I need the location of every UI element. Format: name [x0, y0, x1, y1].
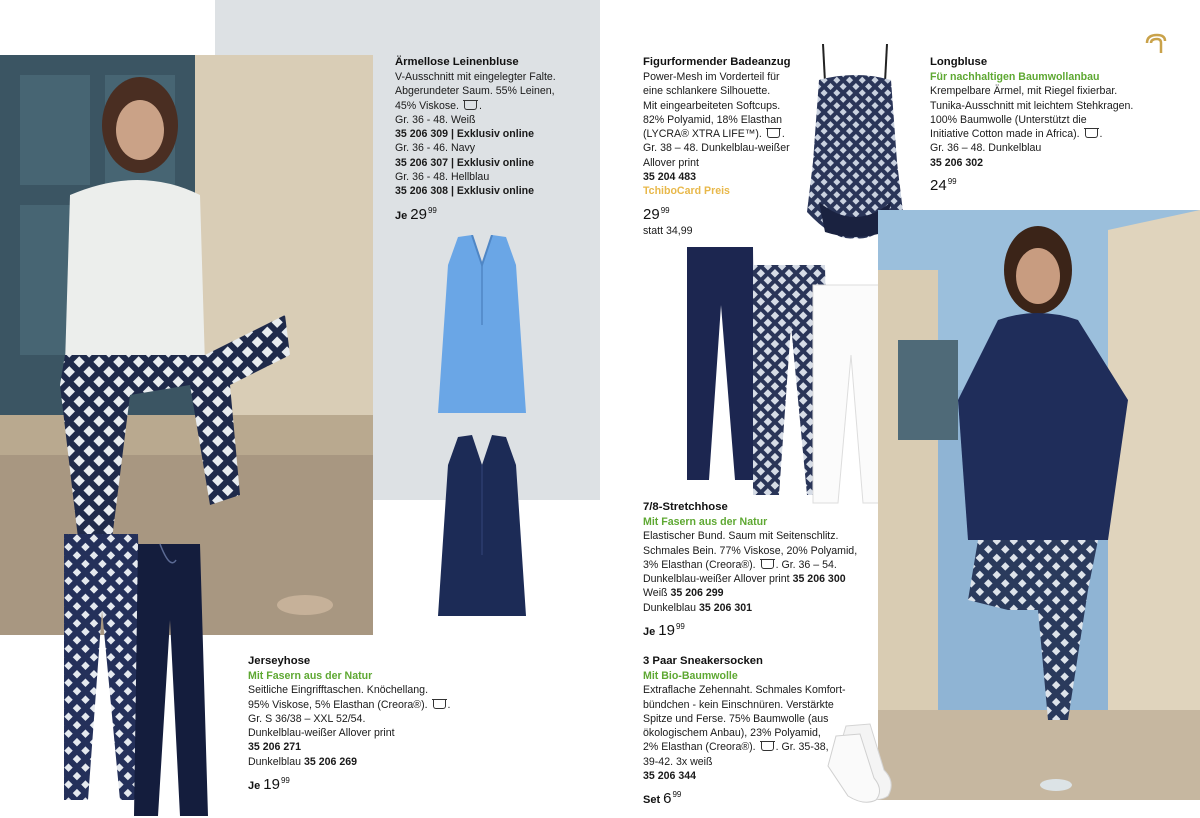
- article-code: 35 206 302: [930, 156, 984, 169]
- price-main: 6: [663, 790, 672, 808]
- variant-code: 35 206 301: [698, 601, 752, 614]
- description-line: Gr. 38 – 48. Dunkelblau-weißer: [643, 142, 790, 155]
- description-line: Power-Mesh im Vorderteil für: [643, 71, 780, 83]
- description-line: (LYCRA® XTRA LIFE™). .: [643, 128, 785, 141]
- variant-label: Dunkelblau: [248, 755, 302, 768]
- description-line: [643, 558, 873, 572]
- description-line: Allover print: [643, 156, 699, 169]
- size-text: . Gr. 35-38,: [775, 741, 829, 754]
- variant-line: [643, 601, 873, 615]
- variant-size: Gr. 36 - 46. Navy: [395, 142, 476, 155]
- price-prefix: Je: [395, 209, 408, 222]
- wash-care-icon: [761, 560, 774, 569]
- product-jerseyhose: [248, 654, 463, 795]
- socks-image: [826, 720, 908, 806]
- jersey-trousers-image: [60, 530, 230, 818]
- description-line: Schmales Bein. 77% Viskose, 20% Polyamid,: [643, 544, 858, 557]
- variant-line: [643, 586, 873, 600]
- price-prefix: Je: [248, 780, 261, 793]
- variant-code: 35 206 299: [670, 587, 724, 600]
- stretch-trousers-image: [683, 245, 889, 507]
- price: [395, 202, 595, 225]
- wash-care-icon: [761, 742, 774, 751]
- variant-code: 35 206 300: [792, 573, 846, 586]
- product-leinenbluse: [395, 55, 595, 225]
- product-title: Longbluse: [930, 56, 988, 68]
- description-line: 39-42. 3x weiß: [643, 755, 713, 768]
- variant-size: Gr. 36 - 48. Weiß: [395, 113, 476, 126]
- variant-label: Weiß: [643, 587, 668, 600]
- description-line: eine schlankere Silhouette.: [643, 85, 771, 98]
- price-prefix: Je: [643, 626, 656, 639]
- article-code: 35 206 344: [643, 770, 697, 783]
- model-photo-right: [878, 210, 1200, 800]
- article-code: 35 206 271: [248, 741, 302, 754]
- price-prefix: Set: [643, 794, 661, 807]
- product-title: Ärmellose Leinenbluse: [395, 56, 519, 68]
- description-line: 100% Baumwolle (Unterstützt die: [930, 113, 1087, 126]
- product-title: 3 Paar Sneakersocken: [643, 655, 763, 667]
- wash-care-icon: [433, 700, 446, 709]
- fabric-text: 95% Viskose, 5% Elasthan (Creora®).: [248, 698, 428, 711]
- price-cents: 99: [660, 205, 670, 215]
- price-main: 19: [658, 622, 675, 640]
- description-line: Spitze und Ferse. 75% Baumwolle (aus: [643, 712, 829, 725]
- description-line: ökologischem Anbau), 23% Polyamid,: [643, 727, 821, 740]
- blouse-navy-image: [436, 435, 528, 618]
- size-text: . Gr. 36 – 54.: [775, 558, 837, 571]
- fabric-text: 3% Elasthan (Creora®).: [643, 558, 756, 571]
- description-line: Elastischer Bund. Saum mit Seitenschlitz.: [643, 530, 839, 543]
- product-stretchhose: [643, 500, 873, 641]
- description-line: Krempelbare Ärmel, mit Riegel fixierbar.: [930, 85, 1118, 98]
- wash-care-icon: [1085, 129, 1098, 138]
- tchibocard-badge: TchiboCard Preis: [643, 185, 730, 198]
- article-code: 35 204 483: [643, 171, 697, 184]
- description-line: Gr. 36 – 48. Dunkelblau: [930, 142, 1042, 155]
- price-main: 19: [263, 776, 280, 794]
- price-cents: 99: [427, 205, 437, 215]
- product-title: Figurformender Badeanzug: [643, 56, 791, 68]
- description-line: 45% Viskose. .: [395, 99, 482, 112]
- variant-code: 35 206 309 | Exklusiv online: [395, 128, 534, 141]
- description-line: 95% Viskose, 5% Elasthan (Creora®). .: [248, 698, 451, 711]
- description-line: Abgerundeter Saum. 55% Leinen,: [395, 85, 555, 98]
- variant-code: 35 206 308 | Exklusiv online: [395, 185, 534, 198]
- product-subtitle: Mit Bio-Baumwolle: [643, 670, 738, 682]
- description-line: Gr. S 36/38 – XXL 52/54.: [248, 712, 366, 725]
- price: [643, 202, 803, 224]
- tchibo-logo-icon: [1143, 33, 1169, 57]
- fabric-text: (LYCRA® XTRA LIFE™).: [643, 128, 762, 141]
- blouse-lightblue-image: [436, 235, 528, 415]
- product-badeanzug: [643, 55, 803, 238]
- product-subtitle: Mit Fasern aus der Natur: [643, 516, 768, 528]
- product-title: Jerseyhose: [248, 655, 311, 667]
- fabric-text: 2% Elasthan (Creora®).: [643, 741, 756, 754]
- price-main: 24: [930, 177, 947, 195]
- old-price: statt 34,99: [643, 224, 693, 237]
- description-line: Initiative Cotton made in Africa). .: [930, 128, 1103, 141]
- variant-size: Gr. 36 - 48. Hellblau: [395, 171, 490, 184]
- description-line: Dunkelblau-weißer Allover print: [248, 727, 395, 740]
- product-longbluse: [930, 55, 1170, 195]
- variant-label: Dunkelblau: [643, 601, 697, 614]
- description-line: Mit eingearbeiteten Softcups.: [643, 99, 781, 112]
- price: [248, 772, 463, 795]
- price-cents: 99: [672, 790, 682, 800]
- variant-line: [248, 755, 463, 769]
- product-subtitle: Für nachhaltigen Baumwollanbau: [930, 71, 1100, 83]
- description-line: Tunika-Ausschnitt mit leichtem Stehkragen.: [930, 99, 1134, 112]
- price: [930, 173, 1170, 195]
- fabric-text: Initiative Cotton made in Africa).: [930, 128, 1080, 141]
- price-main: 29: [643, 205, 660, 223]
- product-subtitle: Mit Fasern aus der Natur: [248, 670, 373, 682]
- description-line: 82% Polyamid, 18% Elasthan: [643, 113, 782, 126]
- price: [643, 618, 873, 641]
- description-line: V-Ausschnitt mit eingelegter Falte.: [395, 71, 556, 83]
- price-cents: 99: [675, 622, 685, 632]
- variant-code: 35 206 269: [303, 755, 357, 768]
- description-line: Seitliche Eingrifftaschen. Knöchellang.: [248, 684, 429, 697]
- description-line: Extraflache Zehennaht. Schmales Komfort-: [643, 684, 846, 697]
- wash-care-icon: [464, 101, 477, 110]
- price-cents: 99: [947, 177, 957, 187]
- fabric-text: 45% Viskose.: [395, 99, 459, 112]
- variant-line: [643, 572, 873, 586]
- price-main: 29: [410, 205, 427, 223]
- description-line: bündchen - kein Einschnüren. Verstärkte: [643, 698, 834, 711]
- product-title: 7/8-Stretchhose: [643, 501, 728, 513]
- variant-code: 35 206 307 | Exklusiv online: [395, 156, 534, 169]
- wash-care-icon: [767, 129, 780, 138]
- price-cents: 99: [280, 776, 290, 786]
- variant-label: Dunkelblau-weißer Allover print: [643, 573, 790, 586]
